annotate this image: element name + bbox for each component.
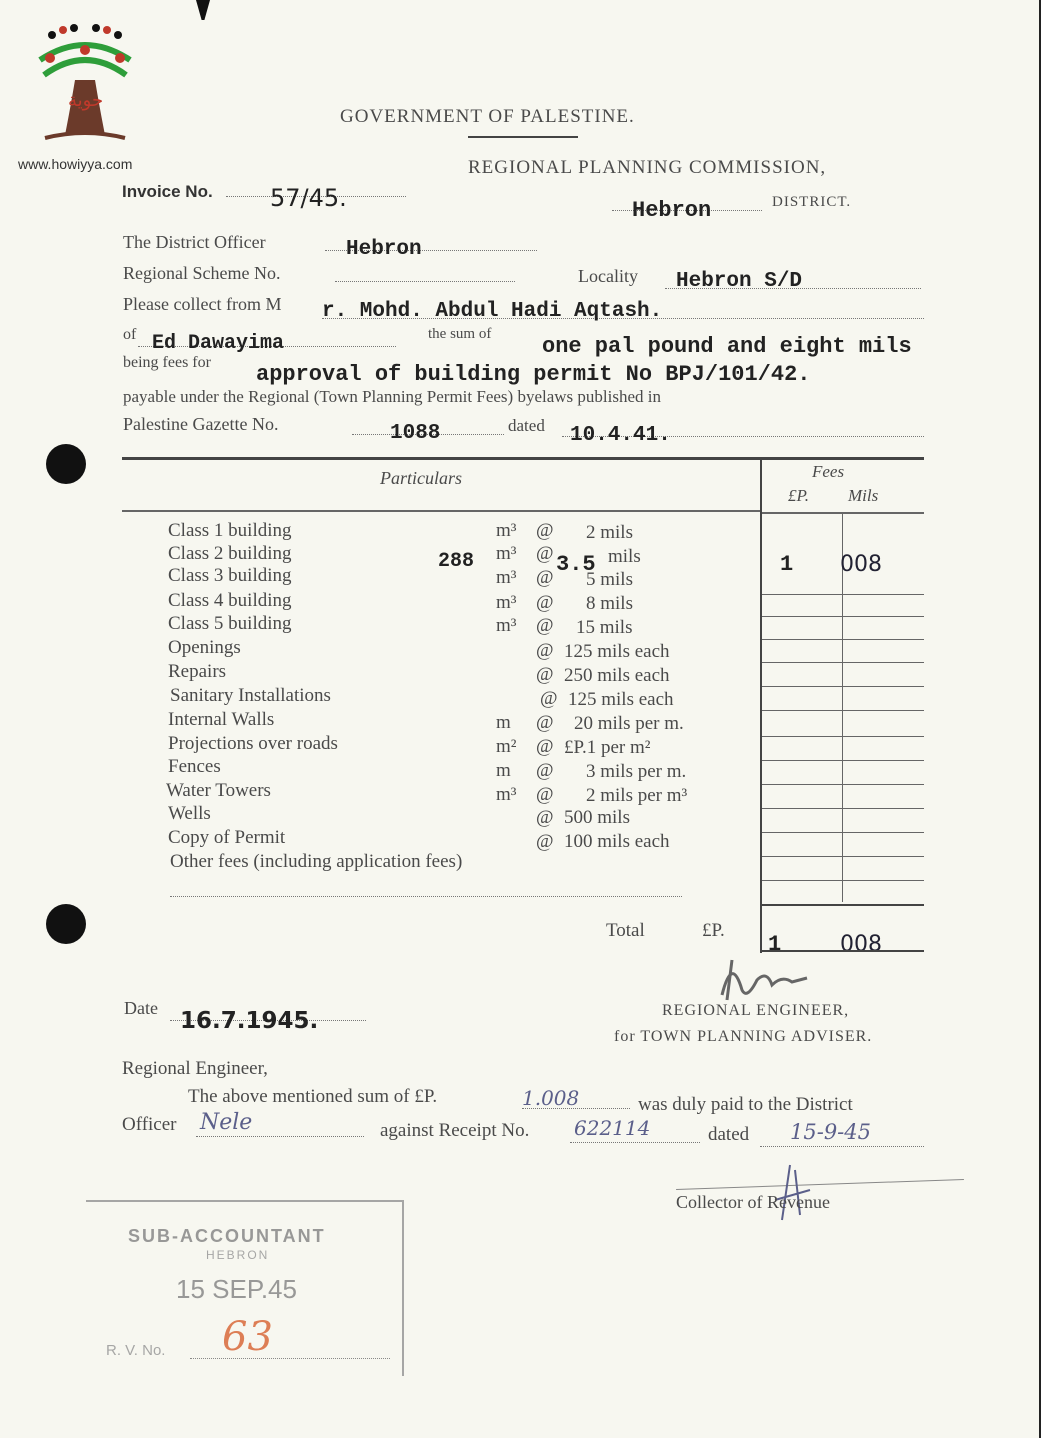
logo-url: www.howiyya.com	[18, 156, 133, 172]
row-item: Openings	[168, 637, 241, 658]
fee-row-rule	[762, 686, 924, 687]
total-mils: 008	[840, 932, 882, 957]
collector-rule	[676, 1179, 964, 1190]
particulars-header: Particulars	[380, 468, 463, 488]
collector-label: Collector of Revenue	[676, 1192, 830, 1212]
row-rate: 3 mils per m.	[586, 761, 687, 782]
row-rate: £P.1 per m²	[564, 737, 651, 758]
table-header-rule-right	[762, 512, 924, 514]
row-unit: m³	[496, 543, 517, 564]
district-officer-value: Hebron	[346, 238, 422, 261]
gazette-value: 1088	[390, 422, 441, 445]
engineer-for: for TOWN PLANNING ADVISER.	[614, 1028, 873, 1045]
stamp-line2: HEBRON	[206, 1248, 270, 1262]
row-fee-mils: 008	[840, 552, 882, 577]
stamp-rv-line	[190, 1358, 390, 1359]
receipt-line	[570, 1142, 700, 1143]
mils-header: Mils	[848, 486, 879, 505]
officer-value: Nele	[200, 1110, 253, 1135]
row-unit: m³	[496, 784, 517, 805]
logo-text: حوية	[68, 90, 104, 111]
row-at: @	[536, 664, 554, 685]
row-at: @	[536, 520, 554, 541]
row-at: @	[540, 688, 558, 709]
fee-total-rule	[762, 904, 924, 906]
row-item: Fences	[168, 756, 221, 777]
row-qty: 288	[438, 550, 475, 573]
government-title: GOVERNMENT OF PALESTINE.	[340, 106, 635, 127]
row-rate: 5 mils	[586, 569, 633, 590]
row-at: @	[536, 807, 554, 828]
fee-row-rule	[762, 710, 924, 711]
table-header-rule-left	[122, 510, 760, 512]
howiyya-logo	[30, 20, 140, 150]
row-at: @	[536, 543, 554, 564]
district-value: Hebron	[632, 198, 712, 223]
row-at: @	[536, 615, 554, 636]
row-rate: 8 mils	[586, 593, 633, 614]
sum-value: one pal pound and eight mils	[542, 334, 912, 359]
officer-line	[196, 1136, 364, 1137]
row-at: @	[536, 736, 554, 757]
addressee: Regional Engineer,	[122, 1058, 268, 1079]
row-unit: m³	[496, 592, 517, 613]
collect-value: r. Mohd. Abdul Hadi Aqtash.	[322, 300, 663, 323]
row-unit: m³	[496, 567, 517, 588]
locality-label: Locality	[578, 266, 638, 286]
fee-row-rule	[762, 856, 924, 857]
row-at: @	[536, 760, 554, 781]
receipt-dated-line	[760, 1146, 924, 1147]
row-rate: 125 mils each	[568, 689, 674, 710]
row-unit: m³	[496, 615, 517, 636]
lp-header: £P.	[788, 486, 809, 505]
stamp-rv-value: 63	[222, 1314, 273, 1360]
dated-value: 10.4.41.	[570, 424, 671, 447]
row-item: Repairs	[168, 661, 227, 682]
fee-row-rule	[762, 662, 924, 663]
stamp-date: 15 SEP.45	[176, 1274, 297, 1304]
row-rate: 15 mils	[576, 617, 633, 638]
tree-logo-icon	[30, 20, 140, 150]
row-at: @	[536, 831, 554, 852]
row-rate: 100 mils each	[564, 831, 670, 852]
row-item: Class 3 building	[168, 565, 292, 586]
row-hand-rate: 3.5	[556, 552, 596, 577]
row-item: Wells	[168, 803, 211, 824]
fees-header: Fees	[812, 462, 845, 481]
date-label: Date	[124, 998, 158, 1018]
fee-row-rule	[762, 808, 924, 809]
fee-row-rule	[762, 594, 924, 595]
scheme-line	[335, 281, 515, 282]
table-fees-divider	[760, 457, 762, 953]
receipt-value: 622114	[574, 1116, 651, 1140]
fee-row-rule	[762, 639, 924, 640]
fee-row-rule	[762, 784, 924, 785]
row-item: Water Towers	[166, 780, 271, 801]
fee-row-rule	[762, 736, 924, 737]
other-fees-line	[170, 896, 682, 897]
row-unit: m²	[496, 736, 517, 757]
district-label: DISTRICT.	[772, 194, 852, 210]
row-at: @	[536, 567, 554, 588]
receipt-dated-value: 15-9-45	[790, 1120, 871, 1144]
row-rate: 20 mils per m.	[574, 713, 684, 734]
row-item: Class 5 building	[168, 613, 292, 634]
receipt-label: against Receipt No.	[380, 1120, 530, 1141]
date-value: 16.7.1945.	[180, 1008, 319, 1034]
row-at: @	[536, 592, 554, 613]
row-item: Class 4 building	[168, 590, 292, 611]
row-at: @	[536, 640, 554, 661]
row-item: Internal Walls	[168, 709, 275, 730]
stamp-rv-label: R. V. No.	[106, 1342, 166, 1359]
dated-label: dated	[508, 416, 545, 435]
sub-accountant-stamp	[86, 1200, 404, 1376]
paid-amount: 1.008	[522, 1086, 580, 1110]
paid-line-start: The above mentioned sum of £P.	[188, 1086, 438, 1107]
invoice-label: Invoice No.	[122, 182, 213, 201]
row-unit: m	[496, 712, 511, 733]
row-at: @	[536, 712, 554, 733]
row-rate: 2 mils	[586, 522, 633, 543]
row-rate: 2 mils per m³	[586, 785, 688, 806]
officer-label: Officer	[122, 1114, 177, 1135]
engineer-signature	[712, 950, 832, 1010]
row-rate: 250 mils each	[564, 665, 670, 686]
gazette-label: Palestine Gazette No.	[123, 414, 279, 434]
row-item: Projections over roads	[168, 733, 338, 754]
fees-for-value: approval of building permit No BPJ/101/42.	[256, 362, 811, 387]
fee-row-rule	[762, 880, 924, 881]
payable-text: payable under the Regional (Town Planning Permit Fees) byelaws published in	[123, 387, 661, 406]
row-item: Class 2 building	[168, 543, 292, 564]
row-item: Class 1 building	[168, 520, 292, 541]
row-fee-lp: 1	[780, 552, 794, 577]
corner-mark	[196, 0, 210, 20]
punch-hole	[46, 904, 86, 944]
fee-row-rule	[762, 616, 924, 617]
fee-row-rule	[762, 760, 924, 761]
row-item: Other fees (including application fees)	[170, 851, 463, 872]
stamp-line1: SUB-ACCOUNTANT	[128, 1226, 326, 1246]
sum-label: the sum of	[428, 326, 492, 342]
table-top-rule	[122, 457, 924, 460]
district-officer-label: The District Officer	[123, 232, 266, 252]
total-label: Total	[606, 920, 645, 941]
total-lp: 1	[768, 932, 782, 957]
punch-hole	[46, 444, 86, 484]
of-label: of	[123, 326, 137, 343]
receipt-dated-label: dated	[708, 1124, 750, 1145]
fee-row-rule	[762, 832, 924, 833]
total-currency: £P.	[702, 920, 725, 941]
row-item: Sanitary Installations	[170, 685, 331, 706]
fees-for-label: being fees for	[123, 354, 211, 371]
row-unit: m³	[496, 520, 517, 541]
row-unit: m	[496, 760, 511, 781]
row-item: Copy of Permit	[168, 827, 286, 848]
invoice-number: 57/45.	[270, 184, 347, 212]
locality-value: Hebron S/D	[676, 270, 803, 293]
row-rate: mils	[608, 546, 641, 567]
of-value: Ed Dawayima	[152, 332, 285, 355]
commission-title: REGIONAL PLANNING COMMISSION,	[468, 157, 827, 178]
title-rule	[468, 136, 578, 138]
paid-line-end: was duly paid to the District	[638, 1094, 853, 1115]
row-rate: 125 mils each	[564, 641, 670, 662]
scheme-label: Regional Scheme No.	[123, 263, 281, 283]
engineer-title: REGIONAL ENGINEER,	[662, 1002, 850, 1019]
row-at: @	[536, 784, 554, 805]
collect-label: Please collect from M	[123, 294, 282, 314]
row-rate: 500 mils	[564, 807, 630, 828]
